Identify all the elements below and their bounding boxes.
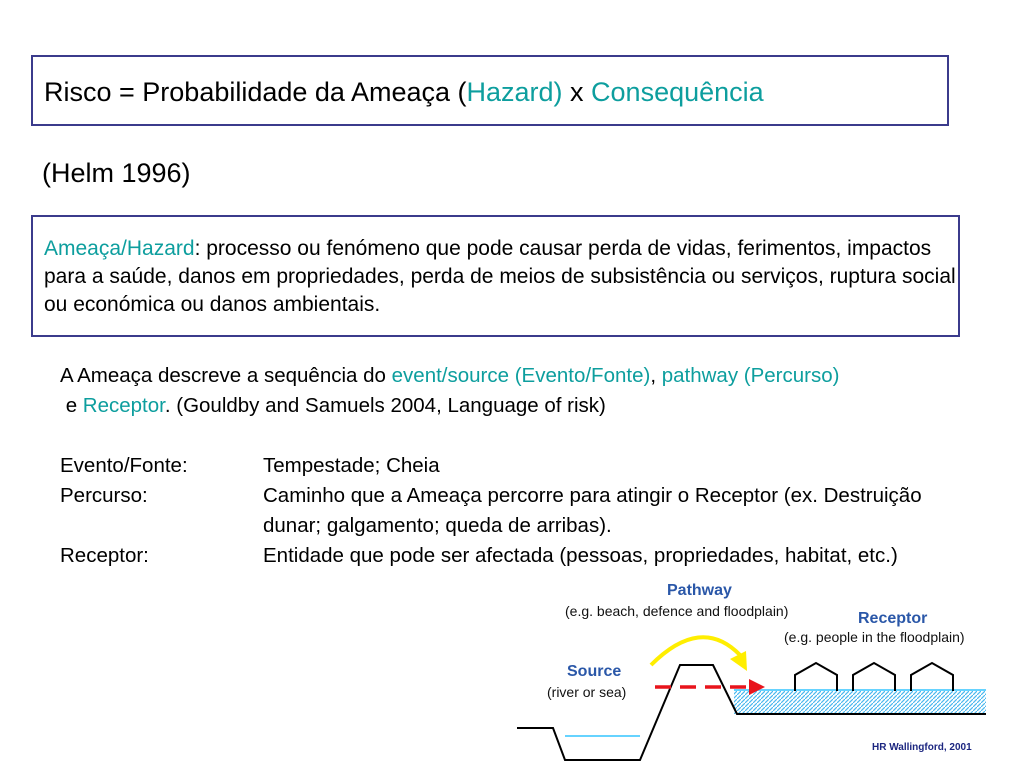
term-label: Percurso: <box>60 484 148 507</box>
credit: HR Wallingford, 2001 <box>872 742 972 753</box>
term-definition: Entidade que pode ser afectada (pessoas, propriedades, habitat, etc.) <box>263 544 898 567</box>
description-receptor: Receptor <box>82 394 165 417</box>
citation: (Helm 1996) <box>42 158 191 188</box>
formula-consequence: Consequência <box>591 77 764 107</box>
receptor-subtitle: (e.g. people in the floodplain) <box>784 629 965 645</box>
formula-times: x <box>562 77 592 107</box>
description-and: e <box>60 394 83 417</box>
term-label: Evento/Fonte: <box>60 454 188 477</box>
formula-prefix: Risco = Probabilidade da Ameaça ( <box>44 77 467 107</box>
description-pathway: pathway (Percurso) <box>661 364 840 387</box>
pathway-subtitle: (e.g. beach, defence and floodplain) <box>565 603 789 619</box>
description-comma: , <box>650 364 662 387</box>
source-pathway-receptor-diagram <box>505 575 1024 768</box>
term-definition: Caminho que a Ameaça percorre para atingir o Receptor (ex. Destruição dunar; galgamento; queda de arribas). <box>263 484 922 537</box>
floodplain-water <box>734 690 986 714</box>
risk-formula-box <box>31 55 949 126</box>
house-icon <box>853 663 895 691</box>
definition-term: Ameaça/Hazard <box>44 237 195 260</box>
receptor-title: Receptor <box>858 610 928 627</box>
formula-hazard: Hazard) <box>466 77 563 107</box>
term-definition: Tempestade; Cheia <box>263 454 440 477</box>
description-part1: A Ameaça descreve a sequência do <box>60 364 392 387</box>
source-subtitle: (river or sea) <box>547 684 627 700</box>
pathway-curve <box>651 637 740 665</box>
hazard-definition-box <box>31 215 960 337</box>
house-icon <box>795 663 837 691</box>
definition-text: : processo ou fenómeno que pode causar perda de vidas, ferimentos, impactos para a saúde, danos em propriedades, perda de meios de subsistência ou serviços, ruptura social ou económica ou danos ambientais. <box>44 237 956 316</box>
description-event-source: event/source (Evento/Fonte) <box>391 364 651 387</box>
term-label: Receptor: <box>60 544 149 567</box>
description-part2: . (Gouldby and Samuels 2004, Language of risk) <box>164 394 606 417</box>
houses <box>795 663 953 691</box>
hazard-description <box>60 361 940 421</box>
house-icon <box>911 663 953 691</box>
pathway-title: Pathway <box>667 582 732 599</box>
source-title: Source <box>567 663 622 680</box>
